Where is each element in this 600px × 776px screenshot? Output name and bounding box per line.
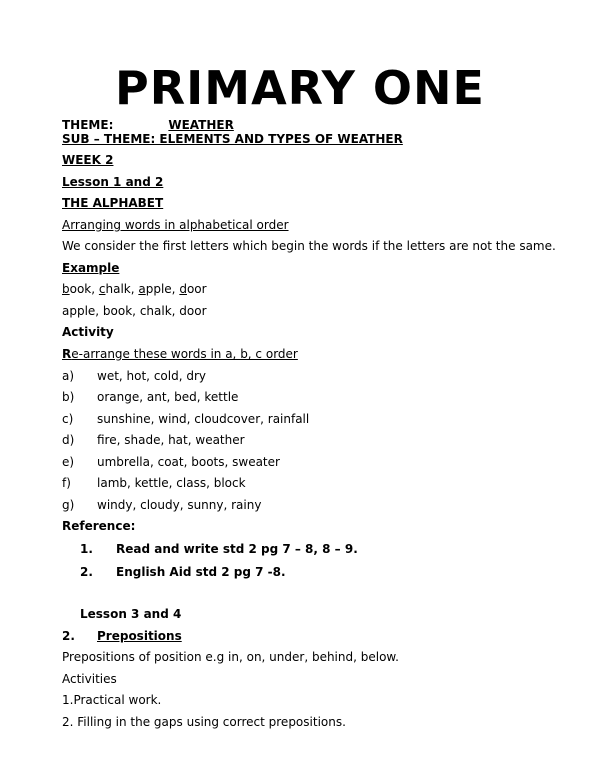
list-item bbox=[62, 411, 309, 427]
reference-item bbox=[80, 564, 286, 580]
example-sorted: apple, book, chalk, door bbox=[62, 304, 207, 318]
list-text: umbrella, coat, boots, sweater bbox=[97, 455, 280, 469]
lesson-1-2-heading: Lesson 1 and 2 bbox=[62, 175, 164, 189]
list-item bbox=[62, 389, 238, 405]
instruction-rest: e-arrange these words in a, b, c order bbox=[71, 347, 298, 361]
list-letter: a) bbox=[62, 369, 75, 383]
example-word-rest: pple, bbox=[145, 282, 180, 296]
example-word-rest: oor bbox=[186, 282, 207, 296]
activities-heading: Activities bbox=[62, 672, 117, 686]
topic-heading: THE ALPHABET bbox=[62, 196, 164, 210]
week-heading: WEEK 2 bbox=[62, 153, 114, 167]
activities-item: 2. Filling in the gaps using correct prepositions. bbox=[62, 715, 346, 729]
reference-number: 1. bbox=[80, 542, 93, 556]
list-letter: d) bbox=[62, 433, 75, 447]
list-letter: c) bbox=[62, 412, 74, 426]
list-text: windy, cloudy, sunny, rainy bbox=[97, 498, 262, 512]
list-letter: e) bbox=[62, 455, 75, 469]
list-text: orange, ant, bed, kettle bbox=[97, 390, 239, 404]
list-text: fire, shade, hat, weather bbox=[97, 433, 245, 447]
example-heading: Example bbox=[62, 261, 120, 275]
list-item bbox=[62, 432, 245, 448]
subtopic-heading: Arranging words in alphabetical order bbox=[62, 218, 289, 232]
reference-number: 2. bbox=[80, 565, 93, 579]
example-word-first-letter: c bbox=[98, 282, 106, 296]
list-item bbox=[62, 454, 280, 470]
example-word-first-letter: d bbox=[179, 282, 187, 296]
list-text: lamb, kettle, class, block bbox=[97, 476, 246, 490]
prepositions-number: 2. bbox=[62, 629, 75, 643]
theme-value: WEATHER bbox=[168, 118, 234, 132]
instruction-first-letter: R bbox=[62, 347, 72, 361]
reference-text: Read and write std 2 pg 7 – 8, 8 – 9. bbox=[116, 542, 358, 556]
activities-item: 1.Practical work. bbox=[62, 693, 162, 707]
list-item bbox=[62, 475, 246, 491]
prepositions-text: Prepositions of position e.g in, on, under, behind, below. bbox=[62, 650, 399, 664]
reference-item bbox=[80, 541, 358, 557]
example-words bbox=[62, 281, 207, 297]
prepositions-heading: Prepositions bbox=[97, 629, 182, 643]
theme-label: THEME: bbox=[62, 118, 114, 132]
list-letter: b) bbox=[62, 390, 75, 404]
reference-heading: Reference: bbox=[62, 519, 136, 533]
prepositions-heading-line bbox=[62, 628, 182, 644]
example-word-rest: halk, bbox=[105, 282, 139, 296]
list-text: sunshine, wind, cloudcover, rainfall bbox=[97, 412, 310, 426]
list-letter: g) bbox=[62, 498, 75, 512]
sub-theme: SUB – THEME: ELEMENTS AND TYPES OF WEATHER bbox=[62, 132, 403, 146]
example-word-first-letter: b bbox=[62, 282, 70, 296]
lesson-3-4-heading: Lesson 3 and 4 bbox=[80, 607, 182, 621]
activity-instruction bbox=[62, 346, 298, 362]
page-title: PRIMARY ONE bbox=[115, 61, 485, 115]
example-word-rest: ook, bbox=[69, 282, 99, 296]
example-word-first-letter: a bbox=[138, 282, 146, 296]
list-item bbox=[62, 368, 206, 384]
activity-heading: Activity bbox=[62, 325, 114, 339]
list-item bbox=[62, 497, 261, 513]
explanation-text: We consider the first letters which begin the words if the letters are not the same. bbox=[62, 239, 556, 253]
reference-text: English Aid std 2 pg 7 -8. bbox=[116, 565, 286, 579]
list-letter: f) bbox=[62, 476, 71, 490]
list-text: wet, hot, cold, dry bbox=[97, 369, 206, 383]
